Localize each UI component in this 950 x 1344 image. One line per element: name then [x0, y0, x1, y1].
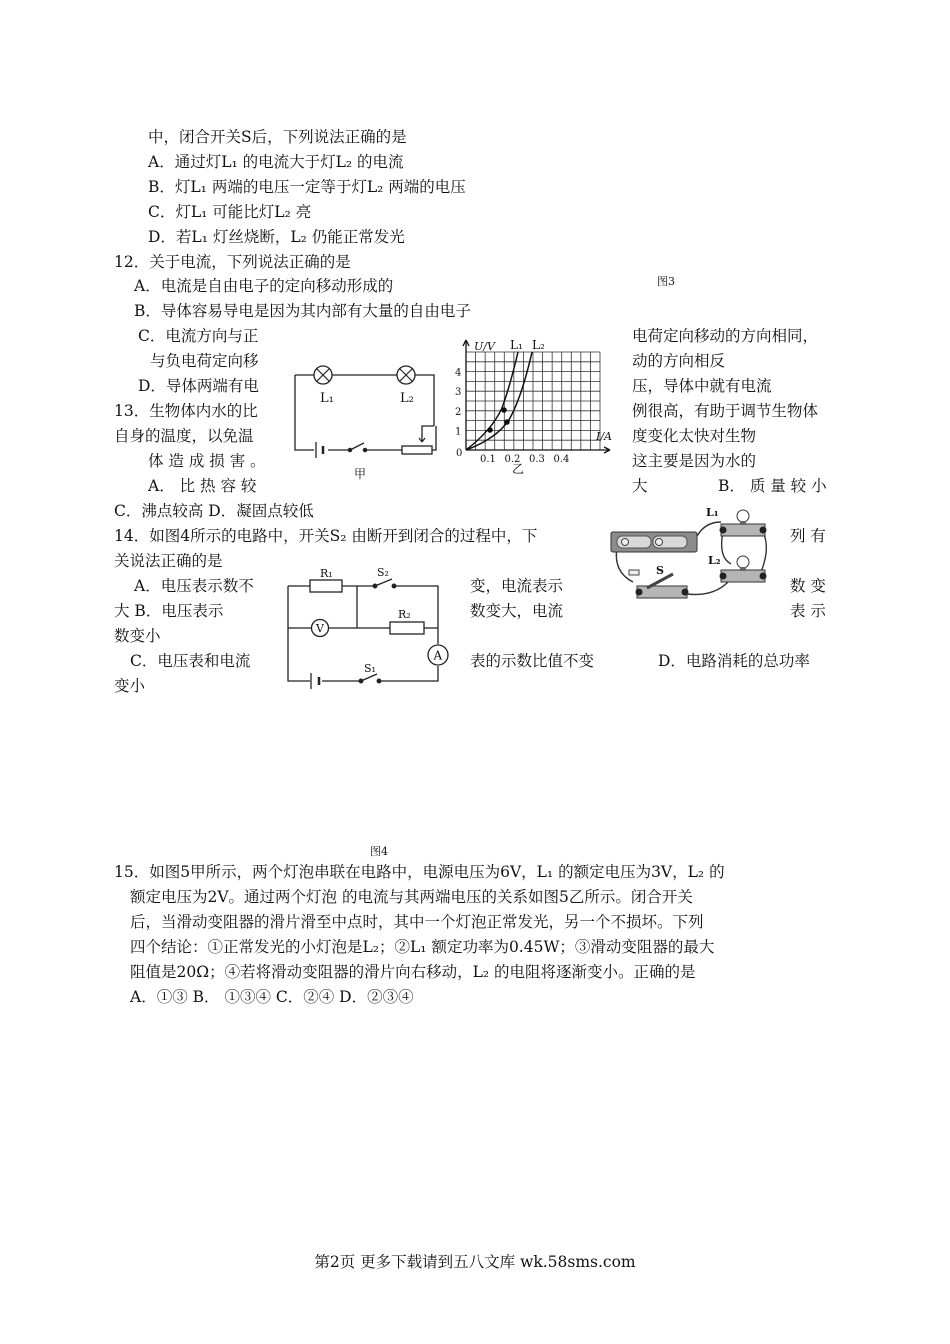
q11-option-c: C．灯L₁ 可能比灯L₂ 亮 [148, 203, 312, 221]
q14-option-d-tail: 变小 [114, 677, 146, 695]
q14-option-b-tail: 数变小 [114, 627, 161, 645]
q11-option-d: D．若L₁ 灯丝烧断，L₂ 仍能正常发光 [148, 228, 405, 246]
fig5-yi-graph [452, 338, 622, 478]
fig4-caption: 图4 [370, 845, 388, 858]
q11-stem-tail: 中，闭合开关S后，下列说法正确的是 [148, 128, 407, 146]
battery-icon [311, 673, 319, 689]
q14-option-a-right: 数 变 [790, 577, 826, 595]
q12-option-c-right: 电荷定向移动的方向相同， [632, 327, 819, 345]
jia-label-l2: L₂ [400, 391, 414, 406]
q13-option-a-tail: 大 [632, 477, 648, 495]
q15-line4: 四个结论：①正常发光的小灯泡是L₂；②L₁ 额定功率为0.45W；③滑动变阻器的最大 [130, 938, 715, 956]
fig3-label-l1: L₁ [706, 506, 719, 519]
lamp-l2-icon [397, 366, 415, 384]
fig4-label-r1: R₁ [320, 567, 333, 580]
resistor-r1-icon [310, 580, 342, 592]
q13-option-b: B． 质 量 较 小 [718, 477, 827, 495]
q13-line1-right: 例很高，有助于调节生物体 [632, 402, 819, 420]
q13-line2-left: 自身的温度，以免温 [114, 427, 254, 445]
x-tick-label: 0.1 [480, 454, 496, 465]
q14-option-b-right: 表 示 [790, 602, 826, 620]
q13-option-a: A． 比 热 容 较 [148, 477, 257, 495]
q14-option-c-mid: 表的示数比值不变 [470, 652, 595, 670]
curve-point [488, 428, 492, 432]
q11-option-b: B．灯L₁ 两端的电压一定等于灯L₂ 两端的电压 [148, 178, 466, 196]
lamp-l1-photo-icon [720, 510, 767, 536]
q15-line1: 15．如图5甲所示，两个灯泡串联在电路中，电源电压为6V，L₁ 的额定电压为3V，L₂ 的 [114, 863, 725, 881]
fig3-label: 图3 [657, 275, 675, 288]
fig3-photo-circuit [603, 502, 775, 610]
fig4-label-r2: R₂ [398, 608, 411, 621]
legend-l2: L₂ [532, 338, 545, 352]
resistor-r2-icon [390, 622, 424, 634]
q15-line5: 阻值是20Ω；④若将滑动变阻器的滑片向右移动，L₂ 的电阻将逐渐变小。正确的是 [130, 963, 696, 981]
q14-option-a-mid: 变，电流表示 [470, 577, 564, 595]
q14-option-c-left: C．电压表和电流 [130, 652, 251, 670]
q14-line1-right: 列 有 [790, 527, 826, 545]
q13-line1-left: 13．生物体内水的比 [114, 402, 258, 420]
y-tick-label: 2 [455, 406, 462, 418]
yi-caption: 乙 [512, 462, 525, 476]
q12-option-c-cont-right: 动的方向相反 [632, 352, 726, 370]
q12-stem: 12．关于电流，下列说法正确的是 [114, 253, 351, 271]
y-tick-label: 3 [455, 387, 462, 399]
curve-point [505, 420, 509, 424]
jia-caption: 甲 [354, 467, 367, 481]
fig3-label-l2: L₂ [708, 554, 721, 567]
q12-option-d-left: D．导体两端有电 [138, 377, 259, 395]
lamp-l1-icon [314, 366, 332, 384]
legend-l1: L₁ [510, 338, 523, 352]
origin-label: 0 [456, 448, 463, 459]
q13-line3-left: 体 造 成 损 害 。 [148, 452, 266, 470]
curve-point [502, 408, 506, 412]
q14-option-a-left: A．电压表示数不 [134, 577, 254, 595]
fig4-label-s2: S₂ [377, 566, 389, 579]
y-tick-label: 4 [455, 367, 462, 379]
voltmeter-icon [312, 620, 329, 637]
y-tick-label: 1 [455, 426, 462, 438]
q13-line2-right: 度变化太快对生物 [632, 427, 757, 445]
q12-option-a: A．电流是自由电子的定向移动形成的 [134, 277, 394, 295]
q12-option-d-right: 压，导体中就有电流 [632, 377, 772, 395]
rheostat-icon [402, 438, 432, 454]
q14-option-d: D．电路消耗的总功率 [658, 652, 810, 670]
q13-options-cd: C．沸点较高 D．凝固点较低 [114, 502, 314, 520]
fig5-jia-circuit [290, 362, 440, 481]
q14-line1-left: 14．如图4所示的电路中，开关S₂ 由断开到闭合的过程中，下 [114, 527, 538, 545]
fig4-label-s1: S₁ [364, 662, 376, 675]
x-axis-label: I/A [596, 430, 612, 443]
switch-icon [348, 443, 366, 452]
svg-text:V: V [316, 622, 324, 635]
ammeter-icon [428, 645, 448, 665]
fig3-label-s: S [656, 564, 664, 577]
x-tick-label: 0.3 [529, 454, 545, 465]
jia-label-l1: L₁ [320, 391, 334, 406]
q12-option-c-left: C．电流方向与正 [138, 327, 259, 345]
page-footer: 第2页 更多下载请到五八文库 wk.58sms.com [314, 1253, 636, 1271]
q14-option-b-mid: 数变大，电流 [470, 602, 564, 620]
y-axis-label: U/V [474, 340, 495, 353]
q14-line2: 关说法正确的是 [114, 552, 223, 570]
q14-option-b-left: 大 B．电压表示 [114, 602, 224, 620]
q11-option-a: A．通过灯L₁ 的电流大于灯L₂ 的电流 [148, 153, 404, 171]
battery-icon [316, 442, 323, 458]
q15-line2: 额定电压为2V。通过两个灯泡 的电流与其两端电压的关系如图5乙所示。闭合开关 [130, 888, 693, 906]
x-tick-label: 0.4 [553, 454, 570, 465]
switch-s2-icon [373, 579, 396, 588]
q12-option-c-cont-left: 与负电荷定向移 [150, 352, 259, 370]
fig4-circuit [282, 568, 452, 690]
q13-line3-right: 这主要是因为水的 [632, 452, 757, 470]
battery-holder-icon [611, 532, 697, 552]
q15-options: A．①③ B． ①③④ C．②④ D．②③④ [130, 988, 414, 1006]
x-tick-label: 0.2 [504, 454, 521, 465]
switch-s1-icon [359, 674, 381, 683]
q12-option-b: B．导体容易导电是因为其内部有大量的自由电子 [134, 302, 471, 320]
svg-text:A: A [433, 648, 443, 663]
q15-line3: 后，当滑动变阻器的滑片滑至中点时，其中一个灯泡正常发光，另一个不损坏。下列 [130, 913, 704, 931]
